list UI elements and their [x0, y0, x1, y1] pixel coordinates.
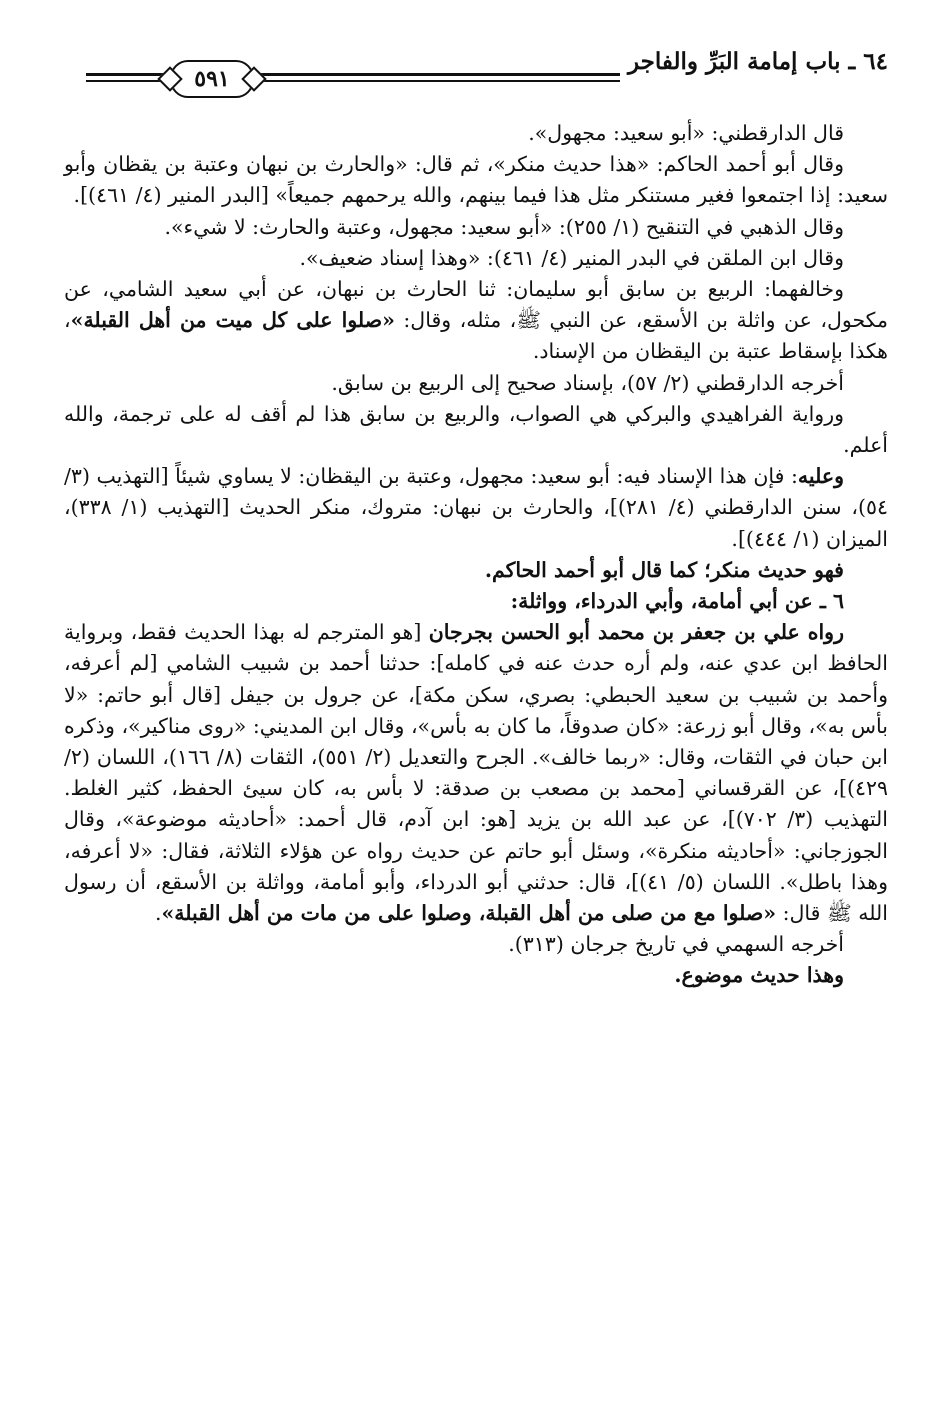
- header-rule-left-thin: [86, 80, 130, 82]
- paragraph: [64, 617, 888, 929]
- chapter-title: ٦٤ ـ باب إمامة البَرِّ والفاجر: [627, 48, 888, 75]
- text-run: .: [154, 901, 162, 926]
- page-body: [64, 118, 888, 992]
- paragraph: [64, 399, 888, 461]
- page-header: [64, 46, 888, 96]
- paragraph: [64, 149, 888, 211]
- bold-text: فهو حديث منكر؛ كما قال أبو أحمد الحاكم.: [484, 557, 844, 582]
- bold-text: وعليه: [797, 464, 844, 489]
- text-run: قال الدارقطني: «أبو سعيد: مجهول».: [528, 121, 844, 145]
- text-run: ، هكذا بإسقاط عتبة بن اليقظان من الإسناد.: [64, 308, 888, 364]
- text-run: ورواية الفراهيدي والبركي هي الصواب، والربيع بن سابق هذا لم أقف له على ترجمة، والله أعلم.: [64, 401, 888, 458]
- paragraph: [64, 368, 888, 399]
- text-run: : فإن هذا الإسناد فيه: أبو سعيد: مجهول، وعتبة بن اليقظان: لا يساوي شيئاً [التهذيب (٣/ ٥٤)، سنن الدارقطني (٤/ ٢٨١)]، والحارث بن نبهان: متروك، منكر الحديث [التهذيب (١/ ٣٣٨)، الميزان (١/ ٤٤٤)].: [64, 464, 888, 551]
- paragraph: [64, 461, 888, 555]
- text-run: وقال الذهبي في التنقيح (١/ ٢٥٥): «أبو سعيد: مجهول، وعتبة والحارث: لا شيء».: [164, 214, 844, 239]
- paragraph: [64, 274, 888, 368]
- text-run: وخالفهما: الربيع بن سابق أبو سليمان: ثنا الحارث بن نبهان، عن أبي سعيد الشامي، عن مكحول، عن واثلة بن الأسقع، عن النبي ﷺ، مثله، وقال:: [64, 277, 888, 333]
- paragraph: [64, 555, 888, 586]
- bold-text: ٦ ـ عن أبي أمامة، وأبي الدرداء، وواثلة:: [510, 589, 844, 614]
- paragraph: [64, 586, 888, 617]
- page-number: ٥٩١: [170, 60, 254, 98]
- paragraph: [64, 929, 888, 960]
- paragraph: [64, 118, 888, 149]
- text-run: [هو المترجم له بهذا الحديث فقط، وبرواية الحافظ ابن عدي عنه، ولم أره حدث عنه في كامله]: حدثنا أحمد بن شبيب الشامي [لم أعرفه، وأحمد بن شبيب بن سعيد الحبطي: بصري، سكن مكة]، عن جرول بن جيفل [قال أبو حاتم: «لا بأس به»، وقال أبو زرعة: «كان صدوقاً، ما كان به بأس»، وقال ابن المديني: «روى مناكير»، وذكره ابن حبان في الثقات، وقال: «ربما خالف». الجرح والتعديل (٢/ ٥٥١)، الثقات (٨/ ١٦٦)، اللسان (٢/ ٤٢٩)]، عن القرقساني [محمد بن مصعب بن صدقة: لا بأس به، كان سيئ الحفظ، كثير الغلط. التهذيب (٣/ ٧٠٢)]، عن عبد الله بن يزيد [هو: ابن آدم، قال أحمد: «أحاديثه موضوعة»، وقال الجوزجاني: «أحاديثه منكرة»، وسئل أبو حاتم عن حديث رواه عن هؤلاء الثلاثة، فقال: «لا أعرفه، وهذا باطل». اللسان (٥/ ٤١)]، قال: حدثني أبو الدرداء، وأبو أمامة، وواثلة بن الأسقع، أن رسول الله ﷺ قال:: [64, 620, 889, 926]
- text-run: وقال ابن الملقن في البدر المنير (٤/ ٤٦١): «وهذا إسناد ضعيف».: [299, 245, 844, 270]
- bold-text: وهذا حديث موضوع.: [674, 963, 844, 988]
- bold-text: رواه علي بن جعفر بن محمد أبو الحسن بجرجان: [428, 620, 844, 645]
- bold-text: «صلوا مع من صلى من أهل القبلة، وصلوا على من مات من أهل القبلة»: [161, 901, 777, 926]
- paragraph: [64, 243, 888, 274]
- header-rule-left-thick: [86, 73, 130, 76]
- text-run: أخرجه الدارقطني (٢/ ٥٧)، بإسناد صحيح إلى الربيع بن سابق.: [331, 370, 844, 395]
- text-run: أخرجه السهمي في تاريخ جرجان (٣١٣).: [508, 932, 844, 957]
- paragraph: [64, 212, 888, 243]
- paragraph: [64, 960, 888, 991]
- text-run: وقال أبو أحمد الحاكم: «هذا حديث منكر»، ثم قال: «والحارث بن نبهان وعتبة بن يقظان وأبو سعيد: إذا اجتمعوا فغير مستنكر مثل هذا فيما بينهم، والله يرحمهم جميعاً» [البدر المنير (٤/ ٤٦١)].: [64, 152, 888, 208]
- bold-text: «صلوا على كل ميت من أهل القبلة»: [70, 308, 395, 333]
